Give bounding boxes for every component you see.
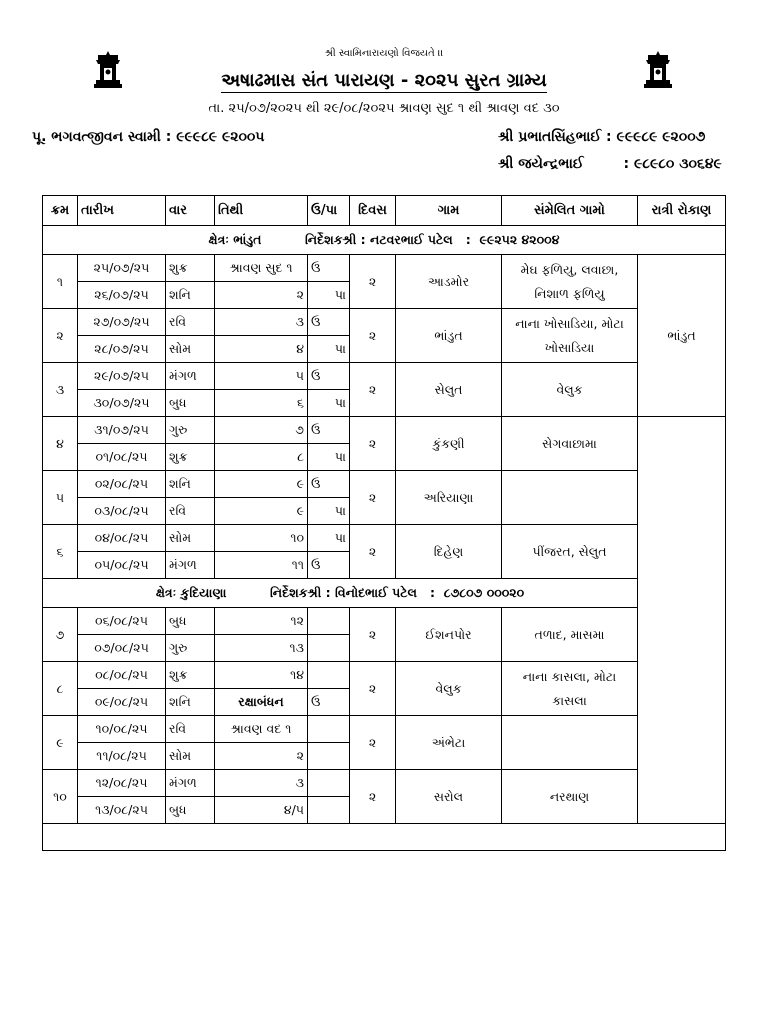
row-number: ૮ [43,662,78,716]
date-cell: ૦૬/૦૮/૨૫ [78,608,166,635]
village-cell: ઈશનપોર [396,608,502,662]
joined-villages-cell: નાના કાસલા, મોટા કાસલા [502,662,638,716]
col-header: તારીખ [78,196,166,226]
village-cell: સરોલ [396,770,502,824]
kshetra-heading: ક્ષેત્રઃ કુદિયાણા નિર્દેશકશ્રી : વિનોદભાઈ પટેલ : ૮૭૮૦૭ ૦૦૦૨૦ [43,579,638,608]
tithi-cell: ૪ [215,336,308,363]
date-cell: ૨૯/૦૭/૨૫ [78,363,166,390]
up-cell: પા [308,444,350,471]
contact-prabhatsinh: શ્રી પ્રભાતસિંહભાઈ : ૯૯૯૮૯ ૯૨૦૦૭ [498,129,706,145]
up-cell: પા [308,525,350,552]
date-cell: ૧૦/૦૮/૨૫ [78,716,166,743]
joined-villages-cell [502,716,638,770]
row-number: ૯ [43,716,78,770]
days-cell: ૨ [350,608,396,662]
date-cell: ૦૨/૦૮/૨૫ [78,471,166,498]
contact-jayendra [498,156,722,172]
page-title [0,70,768,91]
table-row [43,608,726,635]
date-cell: ૦૧/૦૮/૨૫ [78,444,166,471]
days-cell: ૨ [350,471,396,525]
days-cell: ૨ [350,770,396,824]
tithi-cell: ૯ [215,498,308,525]
days-cell: ૨ [350,363,396,417]
table-row [43,662,726,689]
tithi-cell: ૧૨ [215,608,308,635]
up-cell [308,743,350,770]
col-header: વાર [166,196,215,226]
up-cell: ઉ [308,689,350,716]
up-cell: પા [308,336,350,363]
date-cell: ૨૮/૦૭/૨૫ [78,336,166,363]
date-cell: ૧૩/૦૮/૨૫ [78,797,166,824]
joined-villages-cell: પીંજરત, સેલુત [502,525,638,579]
row-number: ૬ [43,525,78,579]
days-cell: ૨ [350,716,396,770]
date-cell: ૦૪/૦૮/૨૫ [78,525,166,552]
date-cell: ૦૯/૦૮/૨૫ [78,689,166,716]
joined-villages-cell: તળાદ, માસમા [502,608,638,662]
row-number: ૨ [43,309,78,363]
tithi-cell: ૧૪ [215,662,308,689]
row-number: ૪ [43,417,78,471]
up-cell [308,770,350,797]
date-cell: ૦૩/૦૮/૨૫ [78,498,166,525]
village-cell: વેલુક [396,662,502,716]
joined-villages-cell: વેલુક [502,363,638,417]
up-cell [308,635,350,662]
kshetra-row [43,579,726,608]
date-cell: ૨૬/૦૭/૨૫ [78,282,166,309]
weekday-cell: રવિ [166,498,215,525]
up-cell: પા [308,282,350,309]
joined-villages-cell: સેગવાછામા [502,417,638,471]
joined-villages-cell: મેઘ ફળિયુ, લવાછા, નિશાળ ફળિયુ [502,255,638,309]
tithi-cell: રક્ષાબંધન [215,689,308,716]
days-cell: ૨ [350,417,396,471]
weekday-cell: શુક્ર [166,255,215,282]
empty-row [43,824,726,851]
joined-villages-cell [502,471,638,525]
row-number: ૭ [43,608,78,662]
row-number: ૧ [43,255,78,309]
weekday-cell: રવિ [166,309,215,336]
table-row [43,471,726,498]
table-header-row [43,196,726,226]
table-row [43,525,726,552]
tithi-cell: શ્રાવણ સુદ ૧ [215,255,308,282]
days-cell: ૨ [350,525,396,579]
days-cell: ૨ [350,662,396,716]
weekday-cell: શનિ [166,689,215,716]
tithi-cell: ૪/૫ [215,797,308,824]
weekday-cell: સોમ [166,336,215,363]
village-cell: સેલુત [396,363,502,417]
tithi-cell: ૯ [215,471,308,498]
up-cell [308,662,350,689]
table-row [43,417,726,444]
table-row [43,716,726,743]
tithi-cell: ૧૩ [215,635,308,662]
up-cell: પા [308,390,350,417]
up-cell [308,716,350,743]
weekday-cell: ગુરુ [166,635,215,662]
weekday-cell: સોમ [166,525,215,552]
village-cell: આડમોર [396,255,502,309]
up-cell: ઉ [308,417,350,444]
village-cell: અરિયાણા [396,471,502,525]
col-header: તિથી [215,196,308,226]
schedule-table [42,195,726,851]
row-number: ૩ [43,363,78,417]
tithi-cell: ૮ [215,444,308,471]
weekday-cell: બુધ [166,390,215,417]
days-cell: ૨ [350,255,396,309]
table-row [43,363,726,390]
col-header: ગામ [396,196,502,226]
col-header: દિવસ [350,196,396,226]
contact-swami: પૂ. ભગવત્જીવન સ્વામી : ૯૯૯૮૯ ૯૨૦૦૫ [32,129,265,145]
row-number: ૧૦ [43,770,78,824]
village-cell: ભાંડુત [396,309,502,363]
up-cell [308,797,350,824]
tithi-cell: ૭ [215,417,308,444]
tithi-cell: ૧૦ [215,525,308,552]
tithi-cell: શ્રાવણ વદ ૧ [215,716,308,743]
weekday-cell: બુધ [166,797,215,824]
night-stay-cell: ભાંડુત [638,255,726,417]
weekday-cell: સોમ [166,743,215,770]
contact-jayendra-name: શ્રી જયેન્દ્રભાઈ [498,156,584,172]
weekday-cell: શનિ [166,282,215,309]
up-cell: પા [308,498,350,525]
col-header: સંમેલિત ગામો [502,196,638,226]
weekday-cell: રવિ [166,716,215,743]
title-text: અષાઢમાસ સંત પારાયણ - ૨૦૨૫ સુરત ગ્રામ્ય [221,70,547,91]
days-cell: ૨ [350,309,396,363]
date-cell: ૦૮/૦૮/૨૫ [78,662,166,689]
date-cell: ૩૧/૦૭/૨૫ [78,417,166,444]
weekday-cell: ગુરુ [166,417,215,444]
weekday-cell: શુક્ર [166,662,215,689]
up-cell: ઉ [308,471,350,498]
tithi-cell: ૩ [215,309,308,336]
weekday-cell: મંગળ [166,770,215,797]
date-cell: ૨૫/૦૭/૨૫ [78,255,166,282]
up-cell: ઉ [308,552,350,579]
up-cell: ઉ [308,255,350,282]
kshetra-row [43,226,726,255]
table-row [43,309,726,336]
village-cell: કુંકણી [396,417,502,471]
up-cell: ઉ [308,309,350,336]
tithi-cell: ૧૧ [215,552,308,579]
joined-villages-cell: નાના ખોસાડિયા, મોટા ખોસાડિયા [502,309,638,363]
date-cell: ૧૨/૦૮/૨૫ [78,770,166,797]
tithi-cell: ૫ [215,363,308,390]
up-cell [308,608,350,635]
empty-cell [43,824,726,851]
col-header: ક્રમ [43,196,78,226]
village-cell: દિહેણ [396,525,502,579]
row-number: ૫ [43,471,78,525]
table-row [43,255,726,282]
date-cell: ૩૦/૦૭/૨૫ [78,390,166,417]
tithi-cell: ૬ [215,390,308,417]
weekday-cell: મંગળ [166,363,215,390]
weekday-cell: બુધ [166,608,215,635]
tithi-cell: ૩ [215,770,308,797]
invocation-text: શ્રી સ્વામિનારાયણો વિજયતે ।। [324,48,444,59]
weekday-cell: શુક્ર [166,444,215,471]
date-cell: ૧૧/૦૮/૨૫ [78,743,166,770]
col-header: ઉ/પા [308,196,350,226]
weekday-cell: શનિ [166,471,215,498]
table-row [43,770,726,797]
date-cell: ૨૭/૦૭/૨૫ [78,309,166,336]
contact-jayendra-number: : ૯૮૯૮૦ ૩૦૬૪૯ [623,156,722,172]
tithi-cell: ૨ [215,743,308,770]
page-subtitle: તા. ૨૫/૦૭/૨૦૨૫ થી ૨૯/૦૮/૨૦૨૫ શ્રાવણ સુદ ૧ થી શ્રાવણ વદ ૩૦ [208,101,560,116]
kshetra-heading: ક્ષેત્રઃ ભાંડુત નિર્દેશકશ્રી : નટવરભાઈ પટેલ : ૯૯૨૫૨ ૪૨૦૦૪ [43,226,726,255]
col-header: રાત્રી રોકાણ [638,196,726,226]
tithi-cell: ૨ [215,282,308,309]
date-cell: ૦૫/૦૮/૨૫ [78,552,166,579]
up-cell: ઉ [308,363,350,390]
date-cell: ૦૭/૦૮/૨૫ [78,635,166,662]
village-cell: અંભેટા [396,716,502,770]
joined-villages-cell: નરથાણ [502,770,638,824]
weekday-cell: મંગળ [166,552,215,579]
